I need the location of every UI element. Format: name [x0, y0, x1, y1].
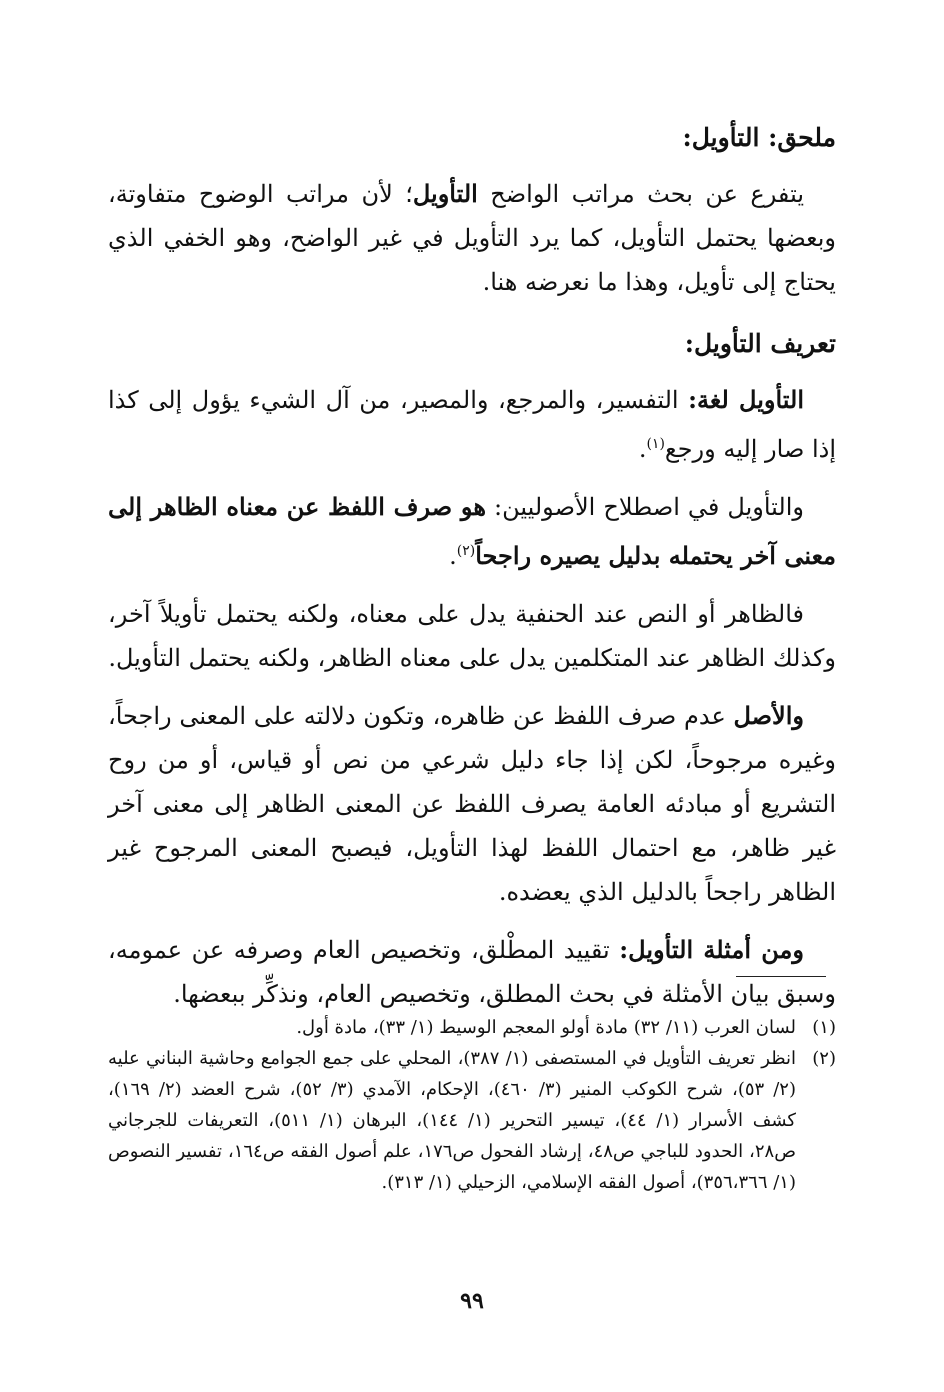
examples-paragraph [108, 928, 836, 1016]
definition-heading: تعريف التأويل: [684, 329, 836, 358]
footnote-2-text: انظر تعريف التأويل في المستصفى (١/ ٣٨٧)، المحلي على جمع الجوامع وحاشية البناني عليه (٢/ ٥٣)، شرح الكوكب المنير (٣/ ٤٦٠)، الإحكام، الآمدي (٣/ ٥٢)، شرح العضد (٢/ ١٦٩)، كشف الأسرار (١/ ٤٤)، تيسير التحرير (١/ ١٤٤)، البرهان (١/ ٥١١)، التعريفات للجرجاني ص٢٨، الحدود للباجي ص٤٨، إرشاد الفحول ص١٧٦، علم أصول الفقه ص١٦٤، تفسير النصوص (١/ ٣٥٦،٣٦٦)، أصول الفقه الإسلامي، الزحيلي (١/ ٣١٣). [108, 1048, 797, 1193]
linguistic-definition-term: التأويل لغة: [688, 385, 805, 414]
footnote-1 [108, 1012, 836, 1043]
intro-paragraph [108, 172, 836, 304]
examples-text: تقييد المطْلق، وتخصيص العام وصرفه عن عمومه، وسبق بيان الأمثلة في بحث المطلق، وتخصيص العام، ونذكِّر ببعضها. [108, 936, 836, 1008]
appendix-heading: ملحق: التأويل: [682, 123, 836, 152]
footnote-ref-1: (١) [646, 436, 665, 452]
technical-definition-paragraph [108, 485, 836, 578]
footnote-1-number: (١) [812, 1017, 836, 1038]
technical-definition-end: . [449, 542, 457, 570]
technical-definition-bold: هو صرف اللفظ عن معناه الظاهر إلى معنى آخر يحتمله بدليل يصيره راجحاً [108, 492, 836, 570]
intro-text-end: ؛ لأن مراتب الوضوح متفاوتة، وبعضها يحتمل التأويل، كما يرد التأويل في غير الواضح، وهو الخفي الذي يحتاج إلى تأويل، وهذا ما نعرضه هنا. [108, 180, 836, 296]
principle-paragraph [108, 694, 836, 914]
footnote-1-text: لسان العرب (١١/ ٣٢) مادة أولو المعجم الوسيط (١/ ٣٣)، مادة أول. [296, 1017, 796, 1038]
intro-text-start: يتفرع عن بحث مراتب الواضح [477, 180, 804, 208]
linguistic-definition-paragraph [108, 378, 836, 471]
intro-bold-term: التأويل [412, 179, 478, 208]
page-body [108, 112, 836, 1030]
principle-text: عدم صرف اللفظ عن ظاهره، وتكون دلالته على المعنى راجحاً، وغيره مرجوحاً، لكن إذا جاء دليل شرعي من نص أو قياس، أو من روح التشريع أو مبادئه العامة يصرف اللفظ عن المعنى الظاهر إلى معنى آخر غير ظاهر، مع احتمال اللفظ لهذا التأويل، فيصبح المعنى المرجوح غير الظاهر راجحاً بالدليل الذي يعضده. [108, 702, 836, 906]
linguistic-definition-text: التفسير، والمرجع، والمصير، من آل الشيء يؤول إلى كذا إذا صار إليه ورجع [108, 386, 836, 463]
examples-term: ومن أمثلة التأويل: [619, 935, 804, 964]
technical-definition-lead: والتأويل في اصطلاح الأصوليين: [485, 493, 804, 521]
page-number: ٩٩ [460, 1288, 484, 1314]
apparent-meaning-paragraph: فالظاهر أو النص عند الحنفية يدل على معناه، ولكنه يحتمل تأويلاً آخر، وكذلك الظاهر عند المتكلمين يدل على معناه الظاهر، ولكنه يحتمل التأويل. [108, 600, 836, 672]
principle-term: والأصل [733, 701, 804, 730]
footnote-divider [736, 976, 826, 977]
footnote-2 [108, 1043, 836, 1198]
linguistic-definition-end: . [638, 435, 647, 463]
footnote-ref-2: (٢) [456, 543, 476, 559]
footnote-2-number: (٢) [812, 1048, 836, 1069]
footnotes [108, 1012, 836, 1198]
